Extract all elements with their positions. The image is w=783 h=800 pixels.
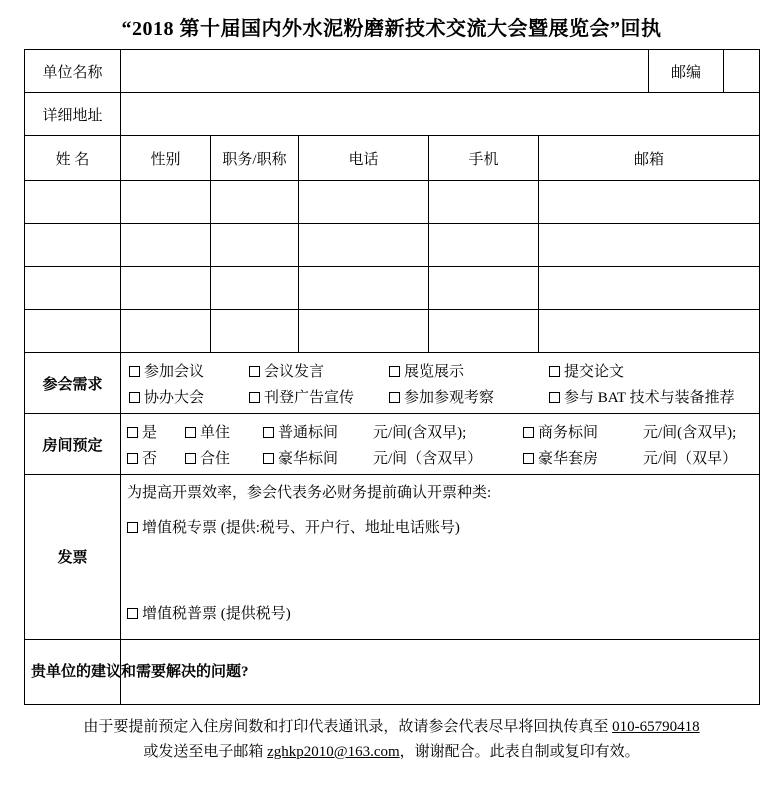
cell-name[interactable] — [25, 181, 121, 224]
table-row-invoice — [25, 475, 760, 640]
checkbox-icon[interactable] — [249, 392, 260, 403]
footer-line-2 — [24, 740, 759, 766]
cell-name[interactable] — [25, 267, 121, 310]
cell-phone[interactable] — [299, 224, 429, 267]
checkbox-icon[interactable] — [185, 453, 196, 464]
unit-name-label: 单位名称 — [25, 50, 121, 93]
invoice-note: 为提高开票效率，参会代表务必财务提前确认开票种类: — [127, 485, 492, 501]
col-header-phone: 电话 — [299, 136, 429, 181]
option-label: 普通标间 — [278, 424, 339, 441]
cell-phone[interactable] — [299, 181, 429, 224]
cell-gender[interactable] — [121, 181, 211, 224]
cell-email[interactable] — [539, 181, 760, 224]
cell-mobile[interactable] — [429, 181, 539, 224]
checkbox-icon[interactable] — [389, 366, 400, 377]
cell-name[interactable] — [25, 224, 121, 267]
option-label: 合住 — [200, 450, 231, 467]
checkbox-icon[interactable] — [127, 427, 138, 438]
cell-name[interactable] — [25, 310, 121, 353]
footer-line-1 — [24, 715, 759, 741]
suggestion-label: 贵单位的建议和需要解决的问题? — [25, 639, 121, 704]
checkbox-give-speech[interactable] — [249, 360, 389, 381]
email-address: zghkp2010@163.com — [267, 744, 400, 760]
checkbox-business-room[interactable] — [523, 421, 643, 442]
option-label: 豪华标间 — [278, 450, 339, 467]
checkbox-icon[interactable] — [127, 522, 138, 533]
table-row-unit — [25, 50, 760, 93]
checkbox-icon[interactable] — [127, 608, 138, 619]
room-label: 房间预定 — [25, 414, 121, 475]
cell-mobile[interactable] — [429, 267, 539, 310]
cell-title[interactable] — [211, 224, 299, 267]
table-row — [25, 181, 760, 224]
invoice-spacer — [127, 548, 753, 600]
invoice-label: 发票 — [25, 475, 121, 640]
checkbox-icon[interactable] — [129, 392, 140, 403]
checkbox-icon[interactable] — [263, 453, 274, 464]
checkbox-exhibition[interactable] — [389, 360, 549, 381]
cell-email[interactable] — [539, 267, 760, 310]
table-row-address — [25, 93, 760, 136]
checkbox-general-vat-invoice[interactable] — [127, 600, 753, 629]
checkbox-icon[interactable] — [127, 453, 138, 464]
checkbox-attend-meeting[interactable] — [129, 360, 249, 381]
option-label: 商务标间 — [538, 424, 599, 441]
cell-title[interactable] — [211, 267, 299, 310]
checkbox-icon[interactable] — [523, 453, 534, 464]
table-row-room — [25, 414, 760, 475]
checkbox-shared-occupancy[interactable] — [185, 447, 263, 468]
footer-text-3: ，谢谢配合。此表自制或复印有效。 — [399, 744, 640, 760]
needs-options — [121, 353, 760, 414]
option-label: 增值税专票 (提供:税号、开户行、地址电话账号) — [142, 519, 460, 536]
option-label: 会议发言 — [264, 363, 325, 380]
page-title: “2018 第十届国内外水泥粉磨新技术交流大会暨展览会”回执 — [121, 18, 662, 40]
checkbox-icon[interactable] — [523, 427, 534, 438]
cell-phone[interactable] — [299, 267, 429, 310]
table-row-suggestion — [25, 639, 760, 704]
option-label: 协办大会 — [144, 389, 205, 406]
deluxe-room-price: 元/间（含双早） — [373, 450, 483, 467]
option-label: 是 — [142, 424, 158, 441]
postcode-input[interactable] — [724, 50, 760, 93]
checkbox-icon[interactable] — [549, 392, 560, 403]
checkbox-deluxe-suite[interactable] — [523, 447, 643, 468]
option-label: 否 — [142, 450, 158, 467]
checkbox-submit-paper[interactable] — [549, 360, 749, 381]
address-input[interactable] — [121, 93, 760, 136]
postcode-label: 邮编 — [649, 50, 724, 93]
checkbox-standard-room[interactable] — [263, 421, 373, 442]
checkbox-bat-recommend[interactable] — [549, 386, 749, 407]
cell-email[interactable] — [539, 224, 760, 267]
checkbox-site-visit[interactable] — [389, 386, 549, 407]
needs-label: 参会需求 — [25, 353, 121, 414]
business-room-price: 元/间(含双早); — [643, 424, 737, 441]
checkbox-icon[interactable] — [249, 366, 260, 377]
col-header-email: 邮箱 — [539, 136, 760, 181]
footer-text-2: 或发送至电子邮箱 — [143, 744, 268, 760]
fax-number: 010-65790418 — [612, 718, 700, 735]
checkbox-icon[interactable] — [263, 427, 274, 438]
room-options — [121, 414, 760, 475]
checkbox-room-no[interactable] — [127, 447, 185, 468]
col-header-gender: 性别 — [121, 136, 211, 181]
deluxe-suite-price: 元/间（双早） — [643, 450, 738, 467]
checkbox-icon[interactable] — [129, 366, 140, 377]
checkbox-co-organize[interactable] — [129, 386, 249, 407]
table-row — [25, 310, 760, 353]
checkbox-single-occupancy[interactable] — [185, 421, 263, 442]
cell-email[interactable] — [539, 310, 760, 353]
footer-note — [24, 715, 759, 766]
checkbox-icon[interactable] — [549, 366, 560, 377]
col-header-title: 职务/职称 — [211, 136, 299, 181]
cell-gender[interactable] — [121, 224, 211, 267]
invoice-options — [121, 475, 760, 640]
checkbox-advertisement[interactable] — [249, 386, 389, 407]
option-label: 参加会议 — [144, 363, 205, 380]
checkbox-special-vat-invoice[interactable] — [127, 514, 753, 543]
cell-gender[interactable] — [121, 310, 211, 353]
cell-mobile[interactable] — [429, 310, 539, 353]
option-label: 参加参观考察 — [404, 389, 495, 406]
cell-gender[interactable] — [121, 267, 211, 310]
cell-title[interactable] — [211, 181, 299, 224]
option-label: 展览展示 — [404, 363, 465, 380]
cell-mobile[interactable] — [429, 224, 539, 267]
checkbox-icon[interactable] — [389, 392, 400, 403]
cell-title[interactable] — [211, 310, 299, 353]
checkbox-room-yes[interactable] — [127, 421, 185, 442]
table-row-person-header — [25, 136, 760, 181]
table-row — [25, 267, 760, 310]
receipt-form-table — [24, 49, 760, 705]
address-label: 详细地址 — [25, 93, 121, 136]
col-header-name: 姓 名 — [25, 136, 121, 181]
table-row — [25, 224, 760, 267]
checkbox-deluxe-room[interactable] — [263, 447, 373, 468]
option-label: 增值税普票 (提供税号) — [142, 606, 291, 622]
col-header-mobile: 手机 — [429, 136, 539, 181]
option-label: 提交论文 — [564, 363, 625, 380]
unit-name-input[interactable] — [121, 50, 649, 93]
standard-room-price: 元/间(含双早); — [373, 424, 467, 441]
option-label: 单住 — [200, 424, 231, 441]
option-label: 豪华套房 — [538, 450, 599, 467]
checkbox-icon[interactable] — [185, 427, 196, 438]
cell-phone[interactable] — [299, 310, 429, 353]
footer-text-1: 由于要提前预定入住房间数和打印代表通讯录，故请参会代表尽早将回执传真至 — [83, 718, 613, 735]
option-label: 参与 BAT 技术与装备推荐 — [564, 389, 735, 406]
option-label: 刊登广告宣传 — [264, 389, 355, 406]
table-row-needs — [25, 353, 760, 414]
